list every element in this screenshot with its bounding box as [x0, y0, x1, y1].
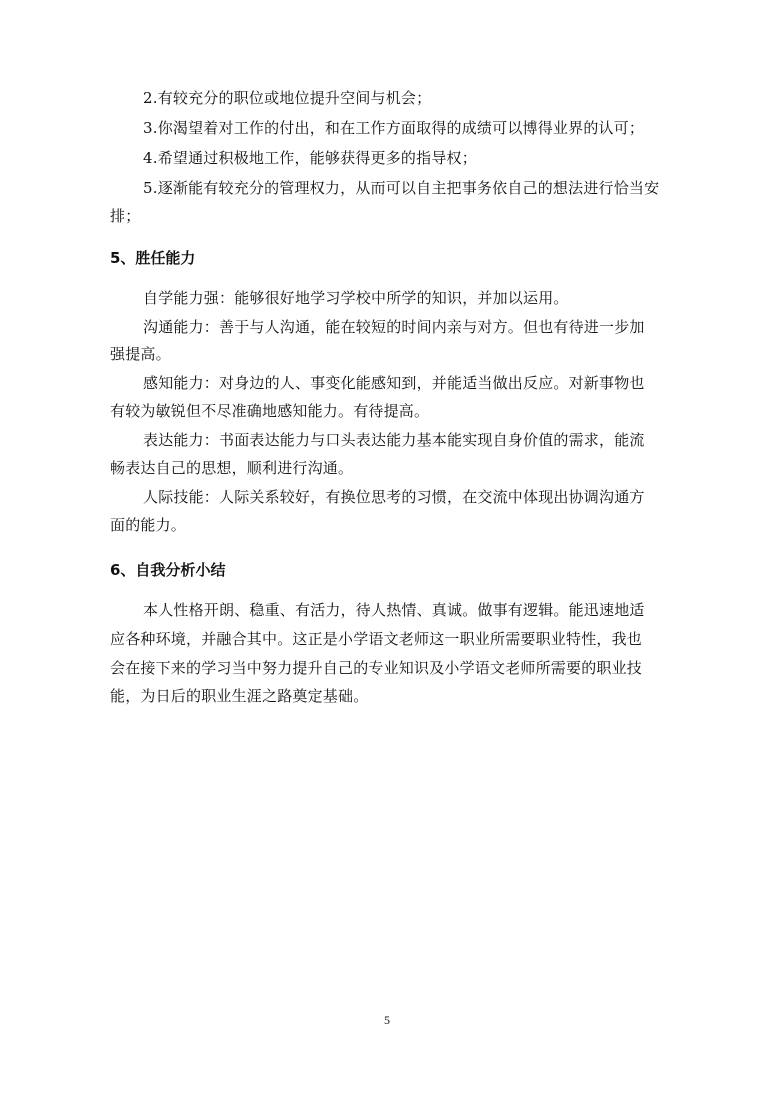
expression-ability-line-1: 表达能力：书面表达能力与口头表达能力基本能实现自身价值的需求，能流: [143, 431, 645, 449]
interpersonal-skill-line-1: 人际技能：人际关系较好，有换位思考的习惯，在交流中体现出协调沟通方: [143, 488, 645, 506]
summary-line-2: 应各种环境，并融合其中。这正是小学语文老师这一职业所需要职业特性，我也: [110, 630, 643, 648]
summary-line-4: 能，为日后的职业生涯之路奠定基础。: [110, 687, 369, 705]
perception-ability-line-1: 感知能力：对身边的人、事变化能感知到，并能适当做出反应。对新事物也: [143, 374, 645, 392]
list-item-5-line-1: 5.逐渐能有较充分的管理权力，从而可以自主把事务依自己的想法进行恰当安: [143, 179, 660, 197]
self-learning-ability: 自学能力强：能够很好地学习学校中所学的知识，并加以运用。: [143, 289, 569, 307]
section-5-heading: 5、胜任能力: [110, 249, 196, 267]
list-item-4: 4.希望通过积极地工作，能够获得更多的指导权；: [143, 149, 477, 167]
communication-ability-line-1: 沟通能力：善于与人沟通，能在较短的时间内亲与对方。但也有待进一步加: [143, 318, 645, 336]
section-6-heading: 6、自我分析小结: [110, 561, 226, 579]
list-item-3: 3.你渴望着对工作的付出，和在工作方面取得的成绩可以博得业界的认可；: [143, 119, 645, 137]
communication-ability-line-2: 强提高。: [110, 345, 171, 363]
list-item-2: 2.有较充分的职位或地位提升空间与机会；: [143, 89, 432, 107]
interpersonal-skill-line-2: 面的能力。: [110, 516, 187, 534]
perception-ability-line-2: 有较为敏锐但不尽准确地感知能力。有待提高。: [110, 402, 430, 420]
list-item-5-line-2: 排；: [110, 207, 141, 225]
summary-line-1: 本人性格开朗、稳重、有活力，待人热情、真诚。做事有逻辑。能迅速地适: [143, 601, 645, 619]
page-number: 5: [384, 1013, 390, 1027]
summary-line-3: 会在接下来的学习当中努力提升自己的专业知识及小学语文老师所需要的职业技: [110, 659, 643, 677]
expression-ability-line-2: 畅表达自己的思想，顺利进行沟通。: [110, 459, 354, 477]
